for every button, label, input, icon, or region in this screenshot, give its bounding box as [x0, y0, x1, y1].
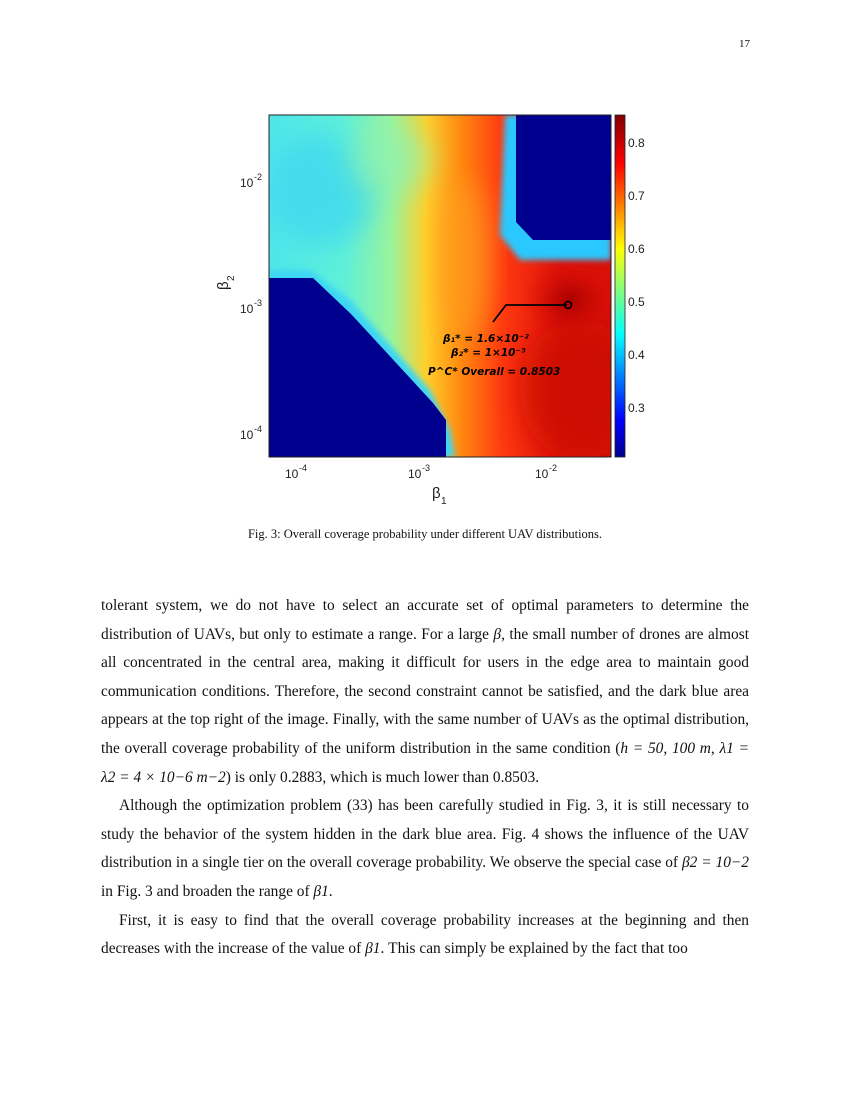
- svg-text:-4: -4: [299, 463, 308, 473]
- annotation-beta2: β₂* = 1×10⁻³: [451, 347, 526, 359]
- y-tick-1e-4: [240, 424, 262, 442]
- heatmap-region-green: [350, 125, 430, 195]
- colorbar: [615, 115, 625, 457]
- x-axis: [285, 463, 557, 507]
- colorbar-tick-0.3: 0.3: [628, 401, 645, 415]
- colorbar-ticks: [628, 136, 645, 415]
- p1-text-c: ) is only 0.2883, which is much lower than 0.8503.: [225, 768, 540, 786]
- svg-text:-3: -3: [254, 298, 263, 308]
- svg-text:10: 10: [240, 428, 254, 442]
- x-axis-label: [432, 485, 447, 507]
- svg-text:β: β: [215, 281, 232, 290]
- colorbar-tick-0.7: 0.7: [628, 189, 645, 203]
- svg-text:-2: -2: [254, 172, 263, 182]
- y-tick-1e-3: [240, 298, 262, 316]
- y-tick-1e-2: [240, 172, 262, 190]
- heatmap-chart: [200, 100, 660, 510]
- paragraph-1: [101, 592, 749, 792]
- p2-text-a: Although the optimization problem (33) has been carefully studied in Fig. 3, it is still necessary to study the behavior of the system hidden in the dark blue area. Fig. 4 shows the influence of the UAV distribution in a single tier on the overall coverage probability. We observe the special case of: [101, 797, 749, 872]
- p3-math-beta1: β1: [365, 940, 381, 958]
- colorbar-tick-0.4: 0.4: [628, 348, 645, 362]
- x-tick-1e-4: [285, 463, 307, 481]
- p3-text-a: First, it is easy to find that the overall coverage probability increases at the beginning and then decreases with the increase of the value of: [101, 911, 749, 958]
- p1-math-beta: β: [493, 625, 502, 643]
- p2-text-b: in Fig. 3 and broaden the range of: [101, 882, 314, 900]
- paragraph-3: [101, 907, 749, 964]
- svg-text:1: 1: [441, 496, 447, 507]
- p2-math-beta2: β2 = 10−2: [681, 854, 750, 872]
- y-axis: [215, 172, 262, 442]
- p1-math-condition: h = 50, 100 m, λ1 = λ2 = 4 × 10−6 m−2: [101, 739, 749, 786]
- paragraph-2: [101, 792, 749, 906]
- figure-heatmap: [200, 100, 660, 510]
- svg-text:10: 10: [240, 302, 254, 316]
- colorbar-tick-0.5: 0.5: [628, 295, 645, 309]
- svg-text:10: 10: [285, 467, 299, 481]
- p2-math-beta1: β1: [313, 882, 329, 900]
- heatmap-peak-region: [522, 258, 618, 342]
- y-axis-label: [215, 275, 237, 290]
- svg-text:-2: -2: [549, 463, 558, 473]
- p1-text-b: , the small number of drones are almost all concentrated in the central area, making it difficult for users in the edge area to maintain good communication conditions. Therefore, the second constraint cannot be satisfied, and the dark blue area appears at the top right of the image. Finally, with the same number of UAVs as the optimal distribution, the overall coverage probability of the uniform distribution in the same condition (: [101, 625, 749, 757]
- heatmap-cells: [265, 115, 640, 460]
- svg-text:10: 10: [408, 467, 422, 481]
- colorbar-tick-0.8: 0.8: [628, 136, 645, 150]
- p2-text-c: .: [328, 882, 333, 900]
- p1-text-a: tolerant system, we do not have to select an accurate set of optimal parameters to determine the distribution of UAVs, but only to estimate a range. For a large: [101, 597, 749, 643]
- body-text: [101, 592, 749, 964]
- annotation-beta1: β₁* = 1.6×10⁻²: [443, 333, 529, 345]
- annotation-p-overall: P^C* Overall = 0.8503: [428, 366, 561, 378]
- x-tick-1e-3: [408, 463, 430, 481]
- svg-text:-3: -3: [422, 463, 431, 473]
- svg-text:2: 2: [226, 275, 237, 281]
- svg-text:β: β: [432, 485, 441, 502]
- figure-caption: Fig. 3: Overall coverage probability under different UAV distributions.: [247, 527, 603, 541]
- colorbar-tick-0.6: 0.6: [628, 242, 645, 256]
- svg-text:10: 10: [240, 176, 254, 190]
- heatmap-region-dark-blue-top-right: [516, 115, 611, 240]
- x-tick-1e-2: [535, 463, 557, 481]
- svg-text:10: 10: [535, 467, 549, 481]
- page-number: 17: [739, 38, 750, 50]
- heatmap-region-orange: [439, 180, 491, 340]
- svg-text:-4: -4: [254, 424, 263, 434]
- p3-text-b: . This can simply be explained by the fact that too: [380, 940, 688, 958]
